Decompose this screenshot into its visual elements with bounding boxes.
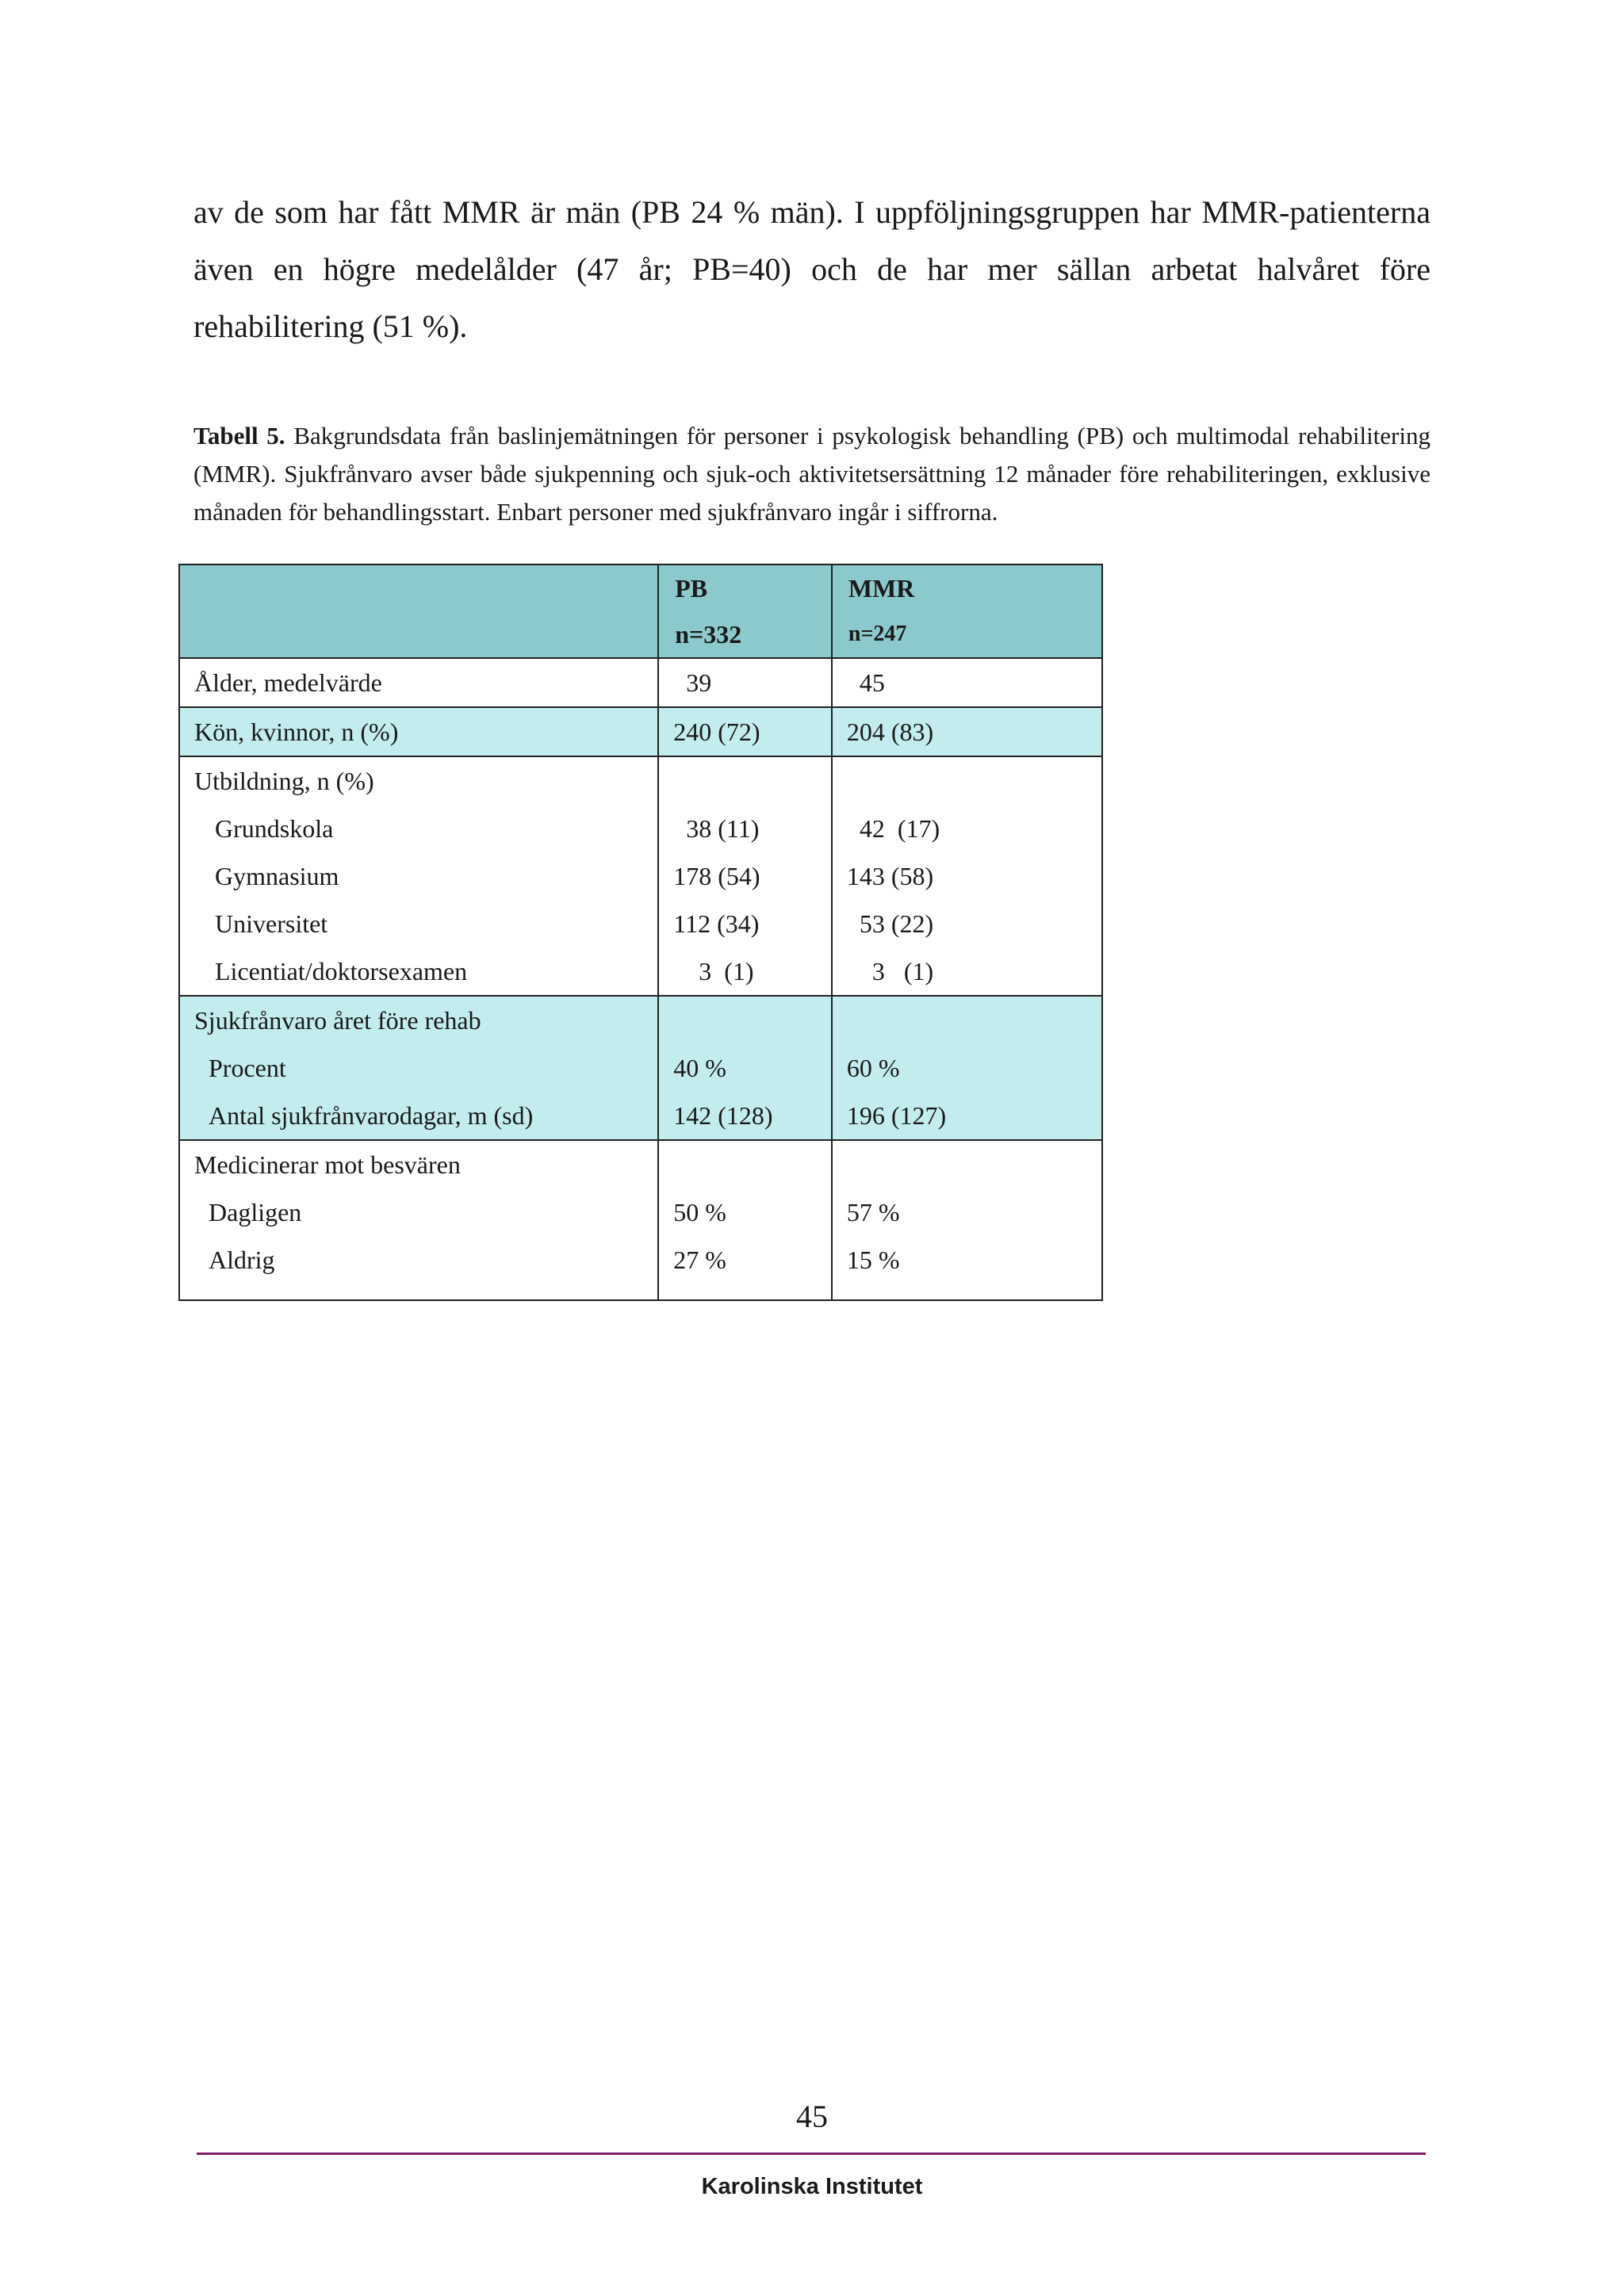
education-mmr-value: 42 (17) <box>846 814 940 843</box>
education-mmr-value: 53 (22) <box>846 909 934 938</box>
education-pb-value: 112 (34) <box>673 909 760 938</box>
sickleave-pb-value: 142 (128) <box>673 1101 773 1130</box>
sickleave-mmr-value: 196 (127) <box>846 1101 947 1130</box>
header-mmr-cell <box>832 564 1102 658</box>
caption-text: Bakgrundsdata från baslinjemätningen för personer i psykologisk behandling (PB) och multimodal rehabilitering (MMR). Sjukfrånvaro avser både sjukpenning och sjuk-och aktivitetsersättning 12 månader före rehabiliteringen, exklusive månaden för behandlingsstart. Enbart personer med sjukfrånvaro ingår i siffrorna. <box>193 422 1431 526</box>
education-pb-value: 38 (11) <box>673 814 760 843</box>
age-pb-value: 39 <box>673 668 712 697</box>
gender-mmr-value: 204 (83) <box>846 718 934 746</box>
age-label: Ålder, medelvärde <box>194 668 382 697</box>
education-row-label: Universitet <box>215 909 328 938</box>
header-pb-count: n=332 <box>675 620 742 649</box>
caption-label: Tabell 5. <box>193 422 285 450</box>
table-row-gender <box>179 707 1102 756</box>
sickleave-row-label: Procent <box>209 1054 286 1082</box>
header-pb-cell <box>658 564 832 658</box>
header-pb-label: PB <box>675 574 708 603</box>
medication-mmr-value: 57 % <box>846 1198 900 1226</box>
header-empty-cell <box>179 564 658 658</box>
medication-label: Medicinerar mot besvären <box>194 1150 461 1179</box>
education-pb-value: 3 (1) <box>673 957 754 985</box>
education-row-label: Licentiat/doktorsexamen <box>215 957 468 985</box>
table-row-age <box>179 658 1102 707</box>
gender-pb-value: 240 (72) <box>673 718 760 746</box>
footer-organization: Karolinska Institutet <box>701 2174 923 2199</box>
medication-row-label: Dagligen <box>209 1198 302 1226</box>
table-row-sickleave <box>179 996 1102 1140</box>
page-number: 45 <box>796 2099 828 2134</box>
table-header-row <box>179 564 1102 658</box>
education-mmr-value: 3 (1) <box>846 957 934 985</box>
education-mmr-value: 143 (58) <box>846 862 934 890</box>
medication-mmr-value: 15 % <box>846 1246 900 1274</box>
medication-row-label: Aldrig <box>209 1246 275 1274</box>
header-mmr-count: n=247 <box>848 622 907 646</box>
sickleave-mmr-value: 60 % <box>846 1054 900 1082</box>
education-row-label: Gymnasium <box>215 862 339 890</box>
sickleave-label: Sjukfrånvaro året före rehab <box>194 1006 481 1035</box>
sickleave-pb-value: 40 % <box>673 1054 726 1082</box>
header-mmr-label: MMR <box>848 574 915 603</box>
table-caption <box>193 417 1431 531</box>
body-paragraph-block <box>193 184 1431 355</box>
sickleave-row-label: Antal sjukfrånvarodagar, m (sd) <box>209 1101 534 1130</box>
age-mmr-value: 45 <box>846 668 885 697</box>
background-data-table <box>178 564 1103 1301</box>
table-row-medication <box>179 1140 1102 1300</box>
medication-pb-value: 50 % <box>673 1198 726 1226</box>
table-row-education <box>179 756 1102 996</box>
gender-label: Kön, kvinnor, n (%) <box>194 718 399 746</box>
education-row-label: Grundskola <box>215 814 334 843</box>
medication-pb-value: 27 % <box>673 1246 726 1274</box>
body-paragraph: av de som har fått MMR är män (PB 24 % män). I uppföljningsgruppen har MMR-patienterna även en högre medelålder (47 år; PB=40) och de har mer sällan arbetat halvåret före rehabilitering (51 %). <box>193 194 1431 344</box>
education-label: Utbildning, n (%) <box>194 767 374 795</box>
footer-rule <box>197 2152 1426 2155</box>
education-pb-value: 178 (54) <box>673 862 760 890</box>
